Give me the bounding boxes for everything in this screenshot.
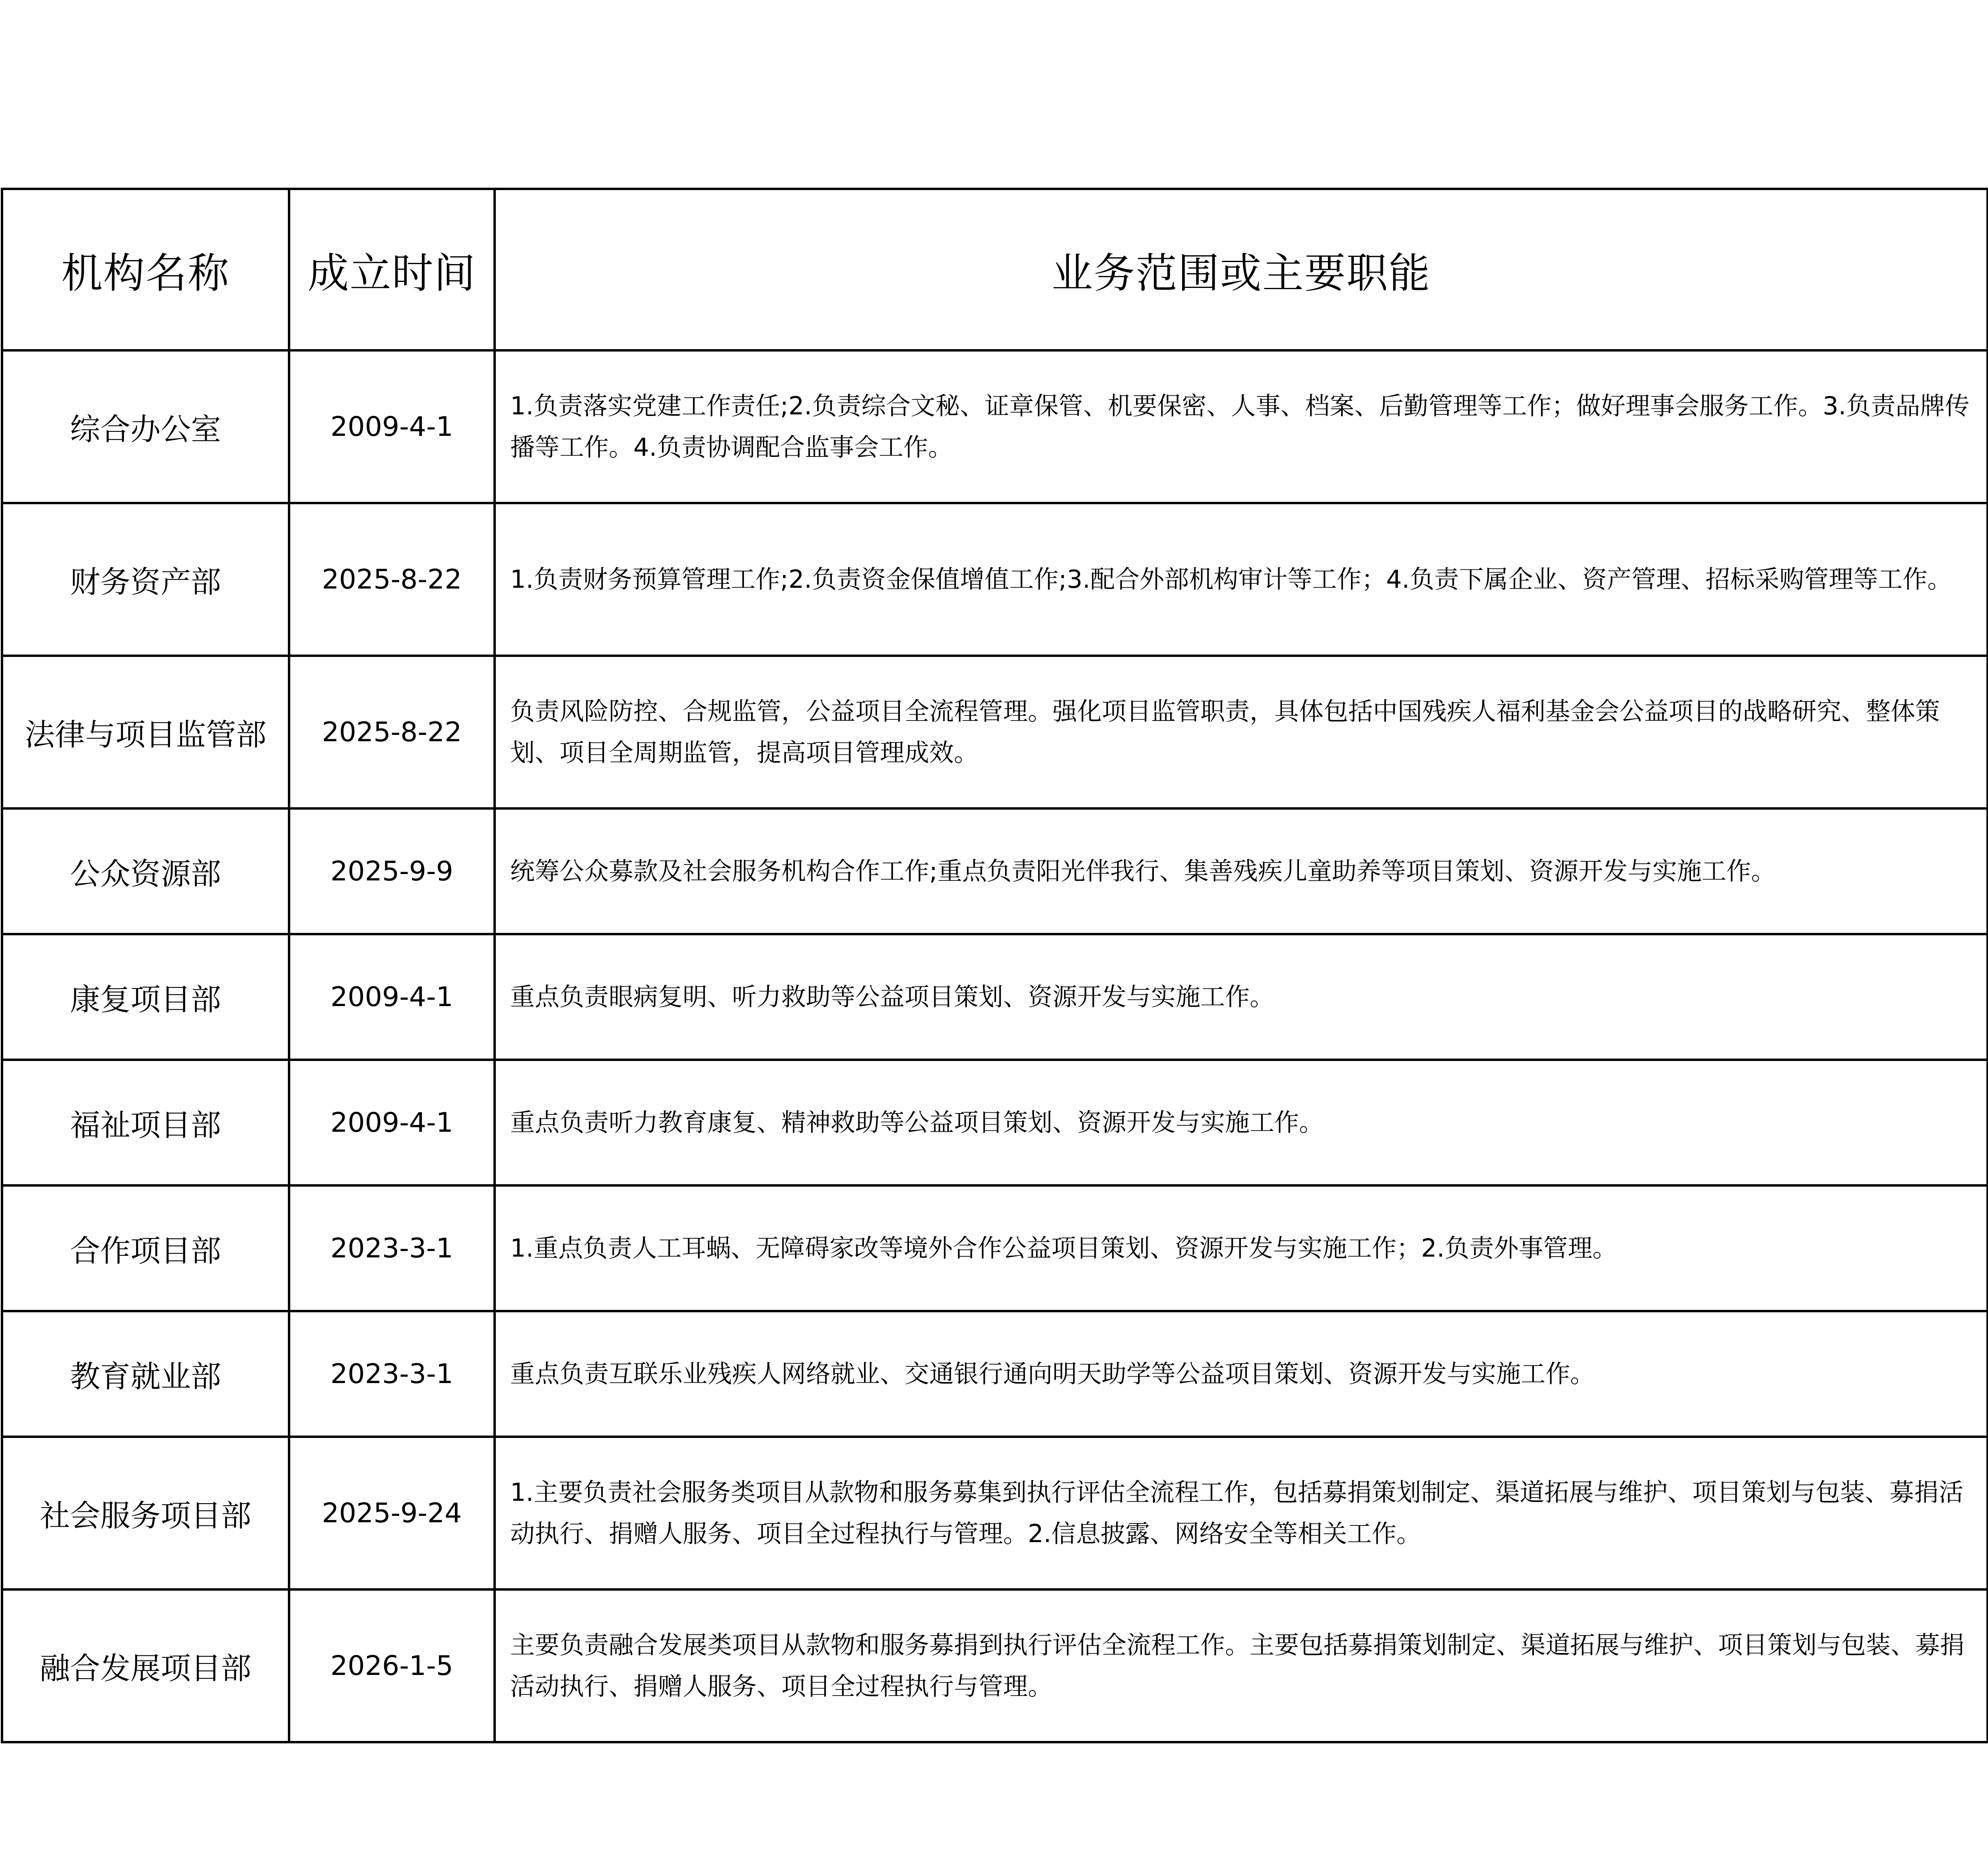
org-name-cell: 合作项目部 [2,1185,289,1311]
table-row [2,1311,1988,1437]
business-scope-cell: 1.重点负责人工耳蜗、无障碍家改等境外合作公益项目策划、资源开发与实施工作；2.负责外事管理。 [495,1185,1988,1311]
business-scope-cell: 重点负责眼病复明、听力救助等公益项目策划、资源开发与实施工作。 [495,934,1988,1060]
business-scope-cell: 重点负责听力教育康复、精神救助等公益项目策划、资源开发与实施工作。 [495,1060,1988,1185]
founded-date-cell: 2023-3-1 [289,1185,495,1311]
founded-date-cell: 2023-3-1 [289,1311,495,1437]
org-name-cell: 财务资产部 [2,503,289,656]
org-name-cell: 社会服务项目部 [2,1437,289,1589]
org-name-cell: 融合发展项目部 [2,1589,289,1742]
header-founded-date: 成立时间 [289,189,495,350]
org-name-cell: 教育就业部 [2,1311,289,1437]
table-row [2,1060,1988,1185]
table-body [2,350,1988,1742]
founded-date-cell: 2009-4-1 [289,934,495,1060]
table-row [2,1589,1988,1742]
header-row [2,189,1988,350]
table-row [2,503,1988,656]
org-name-cell: 法律与项目监管部 [2,656,289,808]
header-org-name: 机构名称 [2,189,289,350]
table-header [2,189,1988,350]
founded-date-cell: 2025-8-22 [289,656,495,808]
business-scope-cell: 主要负责融合发展类项目从款物和服务募捐到执行评估全流程工作。主要包括募捐策划制定、渠道拓展与维护、项目策划与包装、募捐活动执行、捐赠人服务、项目全过程执行与管理。 [495,1589,1988,1742]
founded-date-cell: 2009-4-1 [289,1060,495,1185]
org-name-cell: 福祉项目部 [2,1060,289,1185]
table-row [2,808,1988,934]
business-scope-cell: 1.主要负责社会服务类项目从款物和服务募集到执行评估全流程工作，包括募捐策划制定、渠道拓展与维护、项目策划与包装、募捐活动执行、捐赠人服务、项目全过程执行与管理。2.信息披露、网络安全等相关工作。 [495,1437,1988,1589]
founded-date-cell: 2026-1-5 [289,1589,495,1742]
founded-date-cell: 2009-4-1 [289,350,495,503]
table-row [2,934,1988,1060]
business-scope-cell: 重点负责互联乐业残疾人网络就业、交通银行通向明天助学等公益项目策划、资源开发与实施工作。 [495,1311,1988,1437]
founded-date-cell: 2025-9-24 [289,1437,495,1589]
org-name-cell: 公众资源部 [2,808,289,934]
header-business-scope: 业务范围或主要职能 [495,189,1988,350]
founded-date-cell: 2025-9-9 [289,808,495,934]
business-scope-cell: 1.负责落实党建工作责任;2.负责综合文秘、证章保管、机要保密、人事、档案、后勤管理等工作；做好理事会服务工作。3.负责品牌传播等工作。4.负责协调配合监事会工作。 [495,350,1988,503]
table-row [2,656,1988,808]
table-row [2,1185,1988,1311]
table-row [2,350,1988,503]
business-scope-cell: 负责风险防控、合规监管，公益项目全流程管理。强化项目监管职责，具体包括中国残疾人福利基金会公益项目的战略研究、整体策划、项目全周期监管，提高项目管理成效。 [495,656,1988,808]
org-name-cell: 综合办公室 [2,350,289,503]
founded-date-cell: 2025-8-22 [289,503,495,656]
table-row [2,1437,1988,1589]
business-scope-cell: 1.负责财务预算管理工作;2.负责资金保值增值工作;3.配合外部机构审计等工作；4.负责下属企业、资产管理、招标采购管理等工作。 [495,503,1988,656]
organization-table [1,188,1988,1743]
business-scope-cell: 统筹公众募款及社会服务机构合作工作;重点负责阳光伴我行、集善残疾儿童助养等项目策划、资源开发与实施工作。 [495,808,1988,934]
org-name-cell: 康复项目部 [2,934,289,1060]
